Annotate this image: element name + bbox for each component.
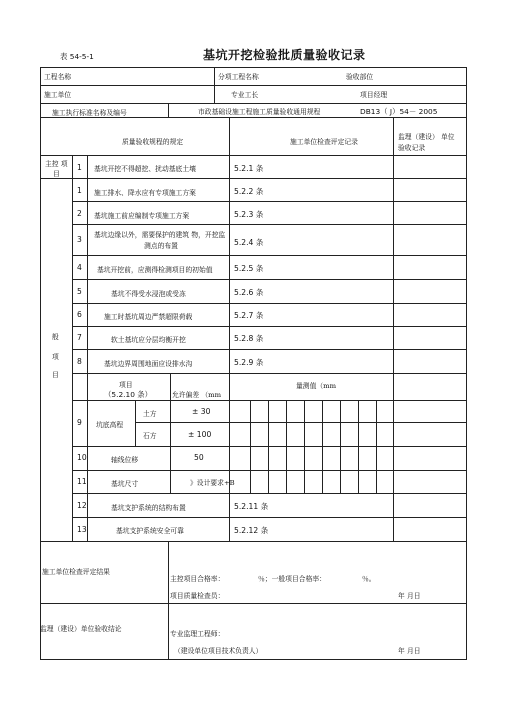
row-13-clause: 5.2.12 条 <box>234 526 269 535</box>
main-control-label-1: 主控 项 <box>45 160 68 168</box>
tolerance-label: 允许偏差 （mm <box>172 391 222 399</box>
row-6-clause: 5.2.7 条 <box>234 311 264 320</box>
row-2-number: 2 <box>77 209 82 218</box>
row-3-clause: 5.2.4 条 <box>234 238 264 247</box>
general-pass-rate-label: ％；一般项目合格率： <box>258 575 326 583</box>
row-3-number: 3 <box>77 235 82 244</box>
main-control-text: 基坑开挖不得超挖、扰动基底土壤 <box>94 165 196 173</box>
row-12-text: 基坑支护系统的结构布置 <box>111 504 186 512</box>
row-7-number: 7 <box>77 333 82 342</box>
supervisor-header-line1: 监理（建设） 单位 <box>398 133 455 141</box>
supervisor-conclusion-label: 监理（建设）单位验收结论 <box>40 625 122 633</box>
row-10-text: 轴线位移 <box>111 456 139 464</box>
row-13-number: 13 <box>77 525 87 534</box>
sub-project-label: 分项工程名称 <box>218 73 259 81</box>
row-13-text: 基坑支护系统安全可靠 <box>116 527 184 535</box>
standard-name: 市政基础设施工程施工质量验收通用规程 <box>198 108 321 116</box>
row-1-number: 1 <box>77 186 82 195</box>
main-control-label-2: 目 <box>53 170 60 178</box>
stone-tolerance: ± 100 <box>188 430 212 439</box>
row-6-text: 施工时基坑周边严禁超限荷载 <box>104 313 193 321</box>
standard-label: 施工执行标准名称及编号 <box>52 109 127 117</box>
row-5-number: 5 <box>77 287 82 296</box>
standard-code: DB13（ J）54－ 2005 <box>360 107 438 116</box>
row-1-clause: 5.2.2 条 <box>234 187 264 196</box>
main-control-number: 1 <box>77 163 82 172</box>
row-2-text: 基坑施工前应编制专项施工方案 <box>94 212 190 220</box>
main-pass-rate-label: 主控项目合格率： <box>170 575 225 583</box>
stone-label: 石方 <box>143 432 157 440</box>
row-5-text: 基坑不得受水浸泡或受冻 <box>111 290 186 298</box>
supervisor-engineer-label: 专业监理工程师： <box>170 630 225 638</box>
row-8-number: 8 <box>77 357 82 366</box>
row-4-clause: 5.2.5 条 <box>234 264 264 273</box>
general-label-1: 般 <box>52 333 59 341</box>
row-9-number: 9 <box>77 418 82 427</box>
row-4-number: 4 <box>77 263 82 272</box>
row-6-number: 6 <box>77 310 82 319</box>
general-label-3: 目 <box>52 371 59 379</box>
row-4-text: 基坑开挖前，应测得检测项目的初始值 <box>97 266 213 274</box>
row-8-clause: 5.2.9 条 <box>234 358 264 367</box>
general-label-2: 项 <box>52 353 59 361</box>
row-7-text: 软土基坑应分层均衡开挖 <box>111 336 186 344</box>
inspector-label: 项目质量检查员： <box>170 592 225 600</box>
row-11-number: 11 <box>77 477 87 486</box>
row-11-tolerance: 》设计要求+B <box>190 479 235 487</box>
measured-value-label: 量测值（mm <box>296 382 337 390</box>
project-manager-label: 项目经理 <box>360 91 388 99</box>
page-title: 基坑开挖检验批质量验收记录 <box>203 48 366 62</box>
construction-check-header: 施工单位检查评定记录 <box>290 138 358 146</box>
spec-header: 质量验收规程的规定 <box>122 138 184 146</box>
supervisor-header-line2: 验收记录 <box>398 144 426 152</box>
row-9-text: 坑底高程 <box>96 421 124 429</box>
row-2-clause: 5.2.3 条 <box>234 210 264 219</box>
earth-label: 土方 <box>143 410 157 418</box>
construction-unit-label: 施工单位 <box>44 91 72 99</box>
row-11-text: 基坑尺寸 <box>111 480 139 488</box>
row-12-number: 12 <box>77 501 87 510</box>
row-5-clause: 5.2.6 条 <box>234 288 264 297</box>
owner-tech-label: （建设单位项目技术负责人） <box>174 647 263 655</box>
construction-result-label: 施工单位检查评定结果 <box>42 568 110 576</box>
row-10-number: 10 <box>77 453 87 462</box>
percent-end: ％。 <box>362 575 376 583</box>
measure-clause: （5.2.10 条） <box>104 390 153 399</box>
earth-tolerance: ± 30 <box>192 407 211 416</box>
row-10-tolerance: 50 <box>194 453 204 462</box>
row-3-text-line2: 测点的布置 <box>144 242 178 250</box>
row-1-text: 施工排水、降水应有专项施工方案 <box>94 189 196 197</box>
row-7-clause: 5.2.8 条 <box>234 334 264 343</box>
main-control-clause: 5.2.1 条 <box>234 164 264 173</box>
row-3-text-line1: 基坑边缘以外，需要保护的建筑 物，开挖监 <box>94 231 226 239</box>
project-name-label: 工程名称 <box>44 73 72 81</box>
row-8-text: 基坑边界周围地面应设排水沟 <box>104 360 193 368</box>
acceptance-part-label: 验收部位 <box>346 73 374 81</box>
row-12-clause: 5.2.11 条 <box>234 502 269 511</box>
date-label-1: 年 月日 <box>398 592 421 600</box>
foreman-label: 专业工长 <box>231 91 259 99</box>
measure-item-label: 项目 <box>119 381 133 389</box>
date-label-2: 年 月日 <box>398 647 421 655</box>
form-number: 表 54-5-1 <box>60 52 94 61</box>
